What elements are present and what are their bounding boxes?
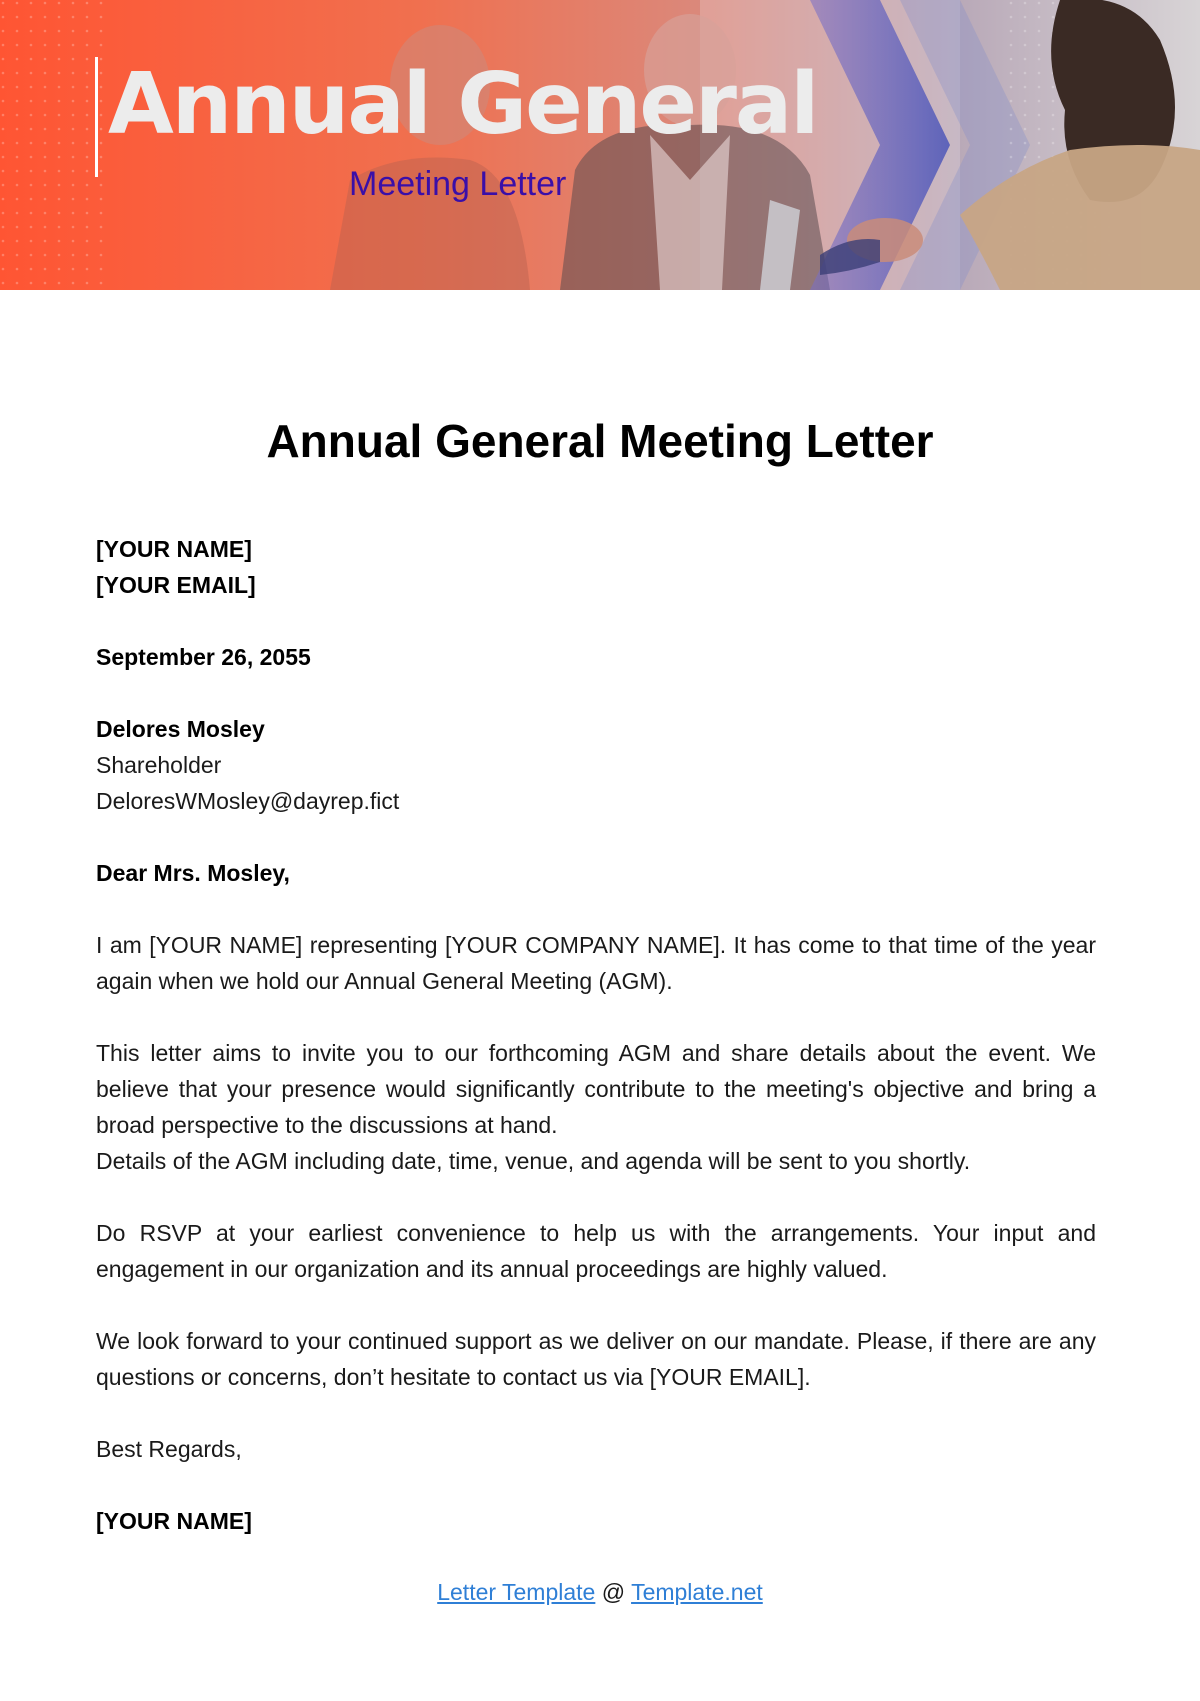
paragraph-intro: I am [YOUR NAME] representing [YOUR COMPANY NAME]. It has come to that time of the year again when we hold our Annual General Meeting (AGM). bbox=[96, 932, 1096, 994]
salutation: Dear Mrs. Mosley, bbox=[96, 860, 290, 886]
footer-separator: @ bbox=[601, 1579, 632, 1605]
sender-name: [YOUR NAME] bbox=[96, 536, 252, 562]
template-net-link[interactable]: Template.net bbox=[631, 1579, 763, 1605]
banner-title: Annual General bbox=[108, 55, 818, 154]
document-title: Annual General Meeting Letter bbox=[266, 415, 934, 467]
sender-email: [YOUR EMAIL] bbox=[96, 572, 256, 598]
banner-subtitle: Meeting Letter bbox=[349, 165, 567, 203]
recipient-role: Shareholder bbox=[96, 752, 222, 778]
header-banner bbox=[0, 0, 1200, 290]
paragraph-details: Details of the AGM including date, time, venue, and agenda will be sent to you shortly. bbox=[96, 1148, 971, 1174]
footer bbox=[0, 1574, 1200, 1610]
paragraph-rsvp: Do RSVP at your earliest convenience to help us with the arrangements. Your input and engagement in our organization and its annual proceedings are highly valued. bbox=[96, 1220, 1096, 1282]
letter-body bbox=[96, 531, 1096, 1539]
paragraph-support: We look forward to your continued support as we deliver on our mandate. Please, if there are any questions or concerns, don’t hesitate to contact us via [YOUR EMAIL]. bbox=[96, 1328, 1096, 1390]
letter-template-link[interactable]: Letter Template bbox=[437, 1579, 596, 1605]
letter-date: September 26, 2055 bbox=[96, 644, 311, 670]
closing: Best Regards, bbox=[96, 1436, 242, 1462]
recipient-name: Delores Mosley bbox=[96, 716, 265, 742]
paragraph-invitation: This letter aims to invite you to our forthcoming AGM and share details about the event. We believe that your presence would significantly contribute to the meeting's objective and bring a broad perspective to the discussions at hand. bbox=[96, 1040, 1096, 1138]
banner-accent-rule bbox=[95, 57, 98, 177]
signature-name: [YOUR NAME] bbox=[96, 1508, 252, 1534]
recipient-email: DeloresWMosley@dayrep.fict bbox=[96, 788, 400, 814]
